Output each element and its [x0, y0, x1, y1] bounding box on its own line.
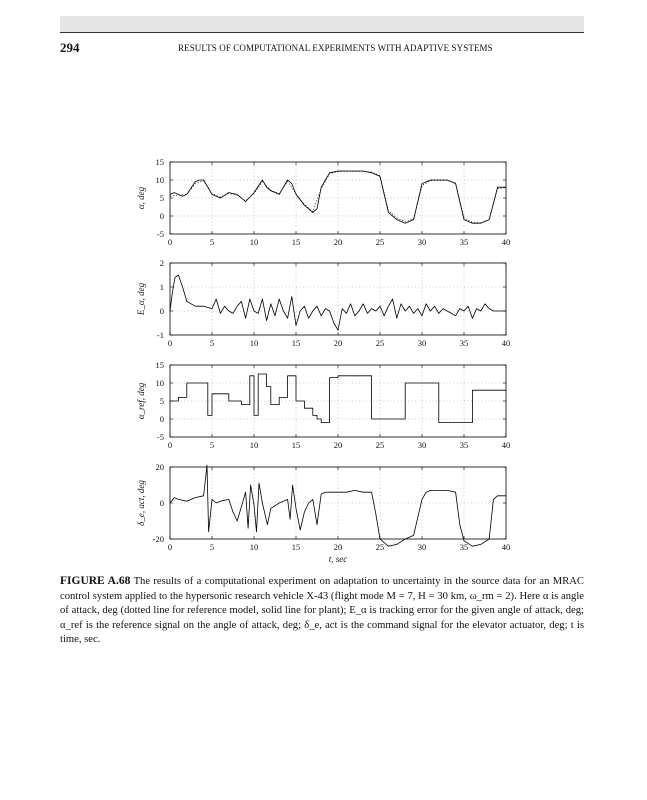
y-tick-label: 1 [159, 282, 164, 292]
x-tick-label: 35 [459, 542, 469, 552]
x-tick-label: 25 [375, 542, 385, 552]
x-tick-label: 40 [501, 542, 511, 552]
y-tick-label: 10 [155, 175, 164, 185]
x-tick-label: 15 [291, 440, 301, 450]
x-tick-label: 10 [249, 440, 259, 450]
x-tick-label: 40 [501, 440, 511, 450]
x-tick-label: 10 [249, 542, 259, 552]
x-tick-label: 35 [459, 338, 469, 348]
x-tick-label: 0 [167, 237, 173, 247]
x-tick-label: 40 [501, 338, 511, 348]
x-tick-label: 30 [417, 542, 427, 552]
y-tick-label: 5 [159, 193, 164, 203]
running-head: RESULTS OF COMPUTATIONAL EXPERIMENTS WITH ADAPTIVE SYSTEMS [178, 43, 493, 53]
series-line-2-1 [170, 275, 506, 330]
x-axis-label: t, sec [328, 554, 348, 564]
x-tick-label: 0 [167, 440, 173, 450]
x-tick-label: 20 [333, 338, 343, 348]
x-tick-label: 30 [417, 237, 427, 247]
x-tick-label: 25 [375, 237, 385, 247]
x-tick-label: 40 [501, 237, 511, 247]
x-tick-label: 10 [249, 237, 259, 247]
x-tick-label: 35 [459, 440, 469, 450]
y-axis-label: E_α, deg [136, 282, 146, 316]
page-number: 294 [60, 40, 80, 55]
y-tick-label: 0 [159, 498, 164, 508]
caption-text: The results of a computational experiment on adaptation to uncertainty in the source data for an MRAC control system applied to the hypersonic research vehicle X-43 (flight mode M = 7, H = 30 km, ω_rm = 2). Here α is angle of attack, deg (dotted line for reference model, solid line for plant); E_α is tracking error for the given angle of attack, deg; α_ref is the reference signal on the angle of attack, deg; δ_e, act is the command signal for the elevator actuator, deg; t is time, sec. [60, 576, 584, 646]
y-tick-label: 10 [155, 378, 164, 388]
y-tick-label: -1 [156, 330, 164, 340]
x-tick-label: 30 [417, 440, 427, 450]
x-tick-label: 5 [209, 542, 215, 552]
x-tick-label: 20 [333, 542, 343, 552]
y-axis-label: α_ref, deg [136, 382, 146, 420]
y-tick-label: 5 [159, 396, 164, 406]
y-tick-label: 15 [155, 360, 164, 370]
y-tick-label: 20 [155, 462, 164, 472]
y-tick-label: 0 [159, 211, 164, 221]
x-tick-label: 0 [167, 542, 173, 552]
x-tick-label: 25 [375, 440, 385, 450]
x-tick-label: 20 [333, 237, 343, 247]
x-tick-label: 15 [291, 338, 301, 348]
x-tick-label: 0 [167, 338, 173, 348]
x-tick-label: 20 [333, 440, 343, 450]
x-tick-label: 30 [417, 338, 427, 348]
x-tick-label: 35 [459, 237, 469, 247]
x-tick-label: 5 [209, 237, 215, 247]
y-tick-label: 2 [159, 258, 164, 268]
x-tick-label: 5 [209, 440, 215, 450]
x-tick-label: 15 [291, 237, 301, 247]
y-tick-label: -5 [156, 432, 164, 442]
y-tick-label: -20 [152, 534, 164, 544]
figure-caption [60, 574, 584, 648]
x-tick-label: 15 [291, 542, 301, 552]
y-tick-label: 15 [155, 157, 164, 167]
y-axis-label: α, deg [136, 186, 146, 210]
figure-label: FIGURE A.68 [60, 575, 131, 587]
y-tick-label: 0 [159, 414, 164, 424]
y-axis-label: δ_e, act, deg [136, 480, 146, 526]
x-tick-label: 5 [209, 338, 215, 348]
y-tick-label: -5 [156, 229, 164, 239]
x-tick-label: 25 [375, 338, 385, 348]
y-tick-label: 0 [159, 306, 164, 316]
series-line-3-1 [170, 374, 506, 423]
x-tick-label: 10 [249, 338, 259, 348]
